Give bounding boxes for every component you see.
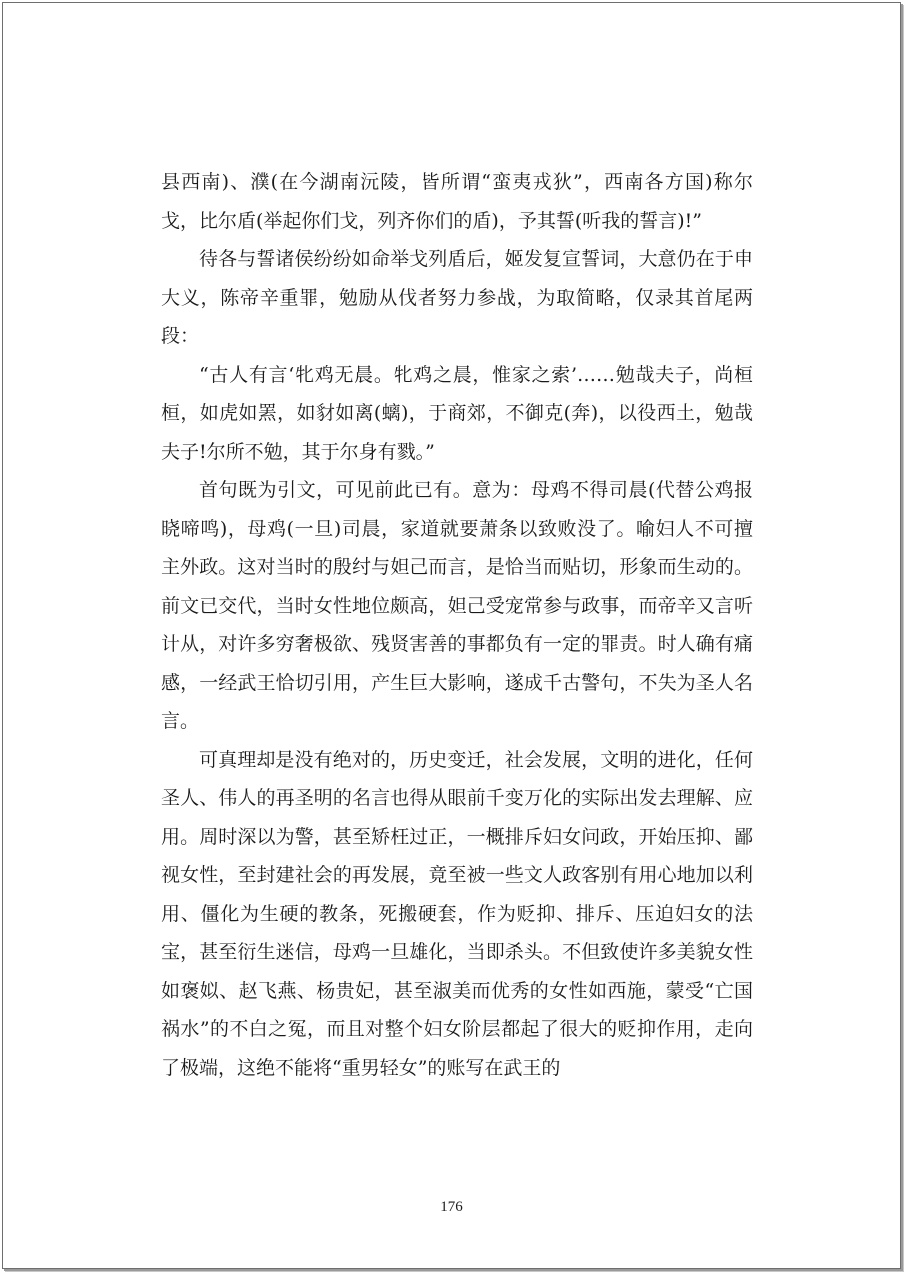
paragraph-continuation: 县西南)、濮(在今湖南沅陵，皆所谓“蛮夷戎狄”，西南各方国)称尔戈，比尔盾(举起你们戈，列齐你们的盾)，予其誓(听我的誓言)!” xyxy=(161,171,753,232)
paragraph-commentary: 可真理却是没有绝对的，历史变迁，社会发展，文明的进化，任何圣人、伟人的再圣明的名言也得从眼前千变万化的实际出发去理解、应用。周时深以为警，甚至矫枉过正，一概排斥妇女问政，开始压抑、鄙视女性，至封建社会的再发展，竟至被一些文人政客别有用心地加以利用、僵化为生硬的教条，死搬硬套，作为贬抑、排斥、压迫妇女的法宝，甚至衍生迷信，母鸡一旦雄化，当即杀头。不但致使许多美貌女性如褒姒、赵飞燕、杨贵妃，甚至淑美而优秀的女性如西施，蒙受“亡国祸水”的不白之冤，而且对整个妇女阶层都起了很大的贬抑作用，走向了极端，这绝不能将“重男轻女”的账写在武王的 xyxy=(161,748,753,1079)
paragraph-explanation: 首句既为引文，可见前此已有。意为：母鸡不得司晨(代替公鸡报晓啼鸣)，母鸡(一旦)司晨，家道就要萧条以致败没了。喻妇人不可擅主外政。这对当时的殷纣与妲己而言，是恰当而贴切，形象而生动的。前文已交代，当时女性地位颇高，妲己受宠常参与政事，而帝辛又言听计从，对许多穷奢极欲、残贤害善的事都负有一定的罪责。时人确有痛感，一经武王恰切引用，产生巨大影响，遂成千古警句，不失为圣人名言。 xyxy=(161,479,753,732)
body-text xyxy=(161,163,753,1087)
paragraph-quotation: “古人有言‘牝鸡无晨。牝鸡之晨，惟家之索’……勉哉夫子，尚桓桓，如虎如罴，如豺如离(螭)，于商郊，不御克(奔)，以役西土，勉哉夫子!尔所不勉，其于尔身有戮。” xyxy=(161,363,753,463)
page-number: 176 xyxy=(440,1199,463,1215)
document-page xyxy=(2,2,901,1269)
paragraph-oath-summary: 待各与誓诸侯纷纷如命举戈列盾后，姬发复宣誓词，大意仍在于申大义，陈帝辛重罪，勉励从伐者努力参战，为取简略，仅录其首尾两段： xyxy=(161,248,753,347)
